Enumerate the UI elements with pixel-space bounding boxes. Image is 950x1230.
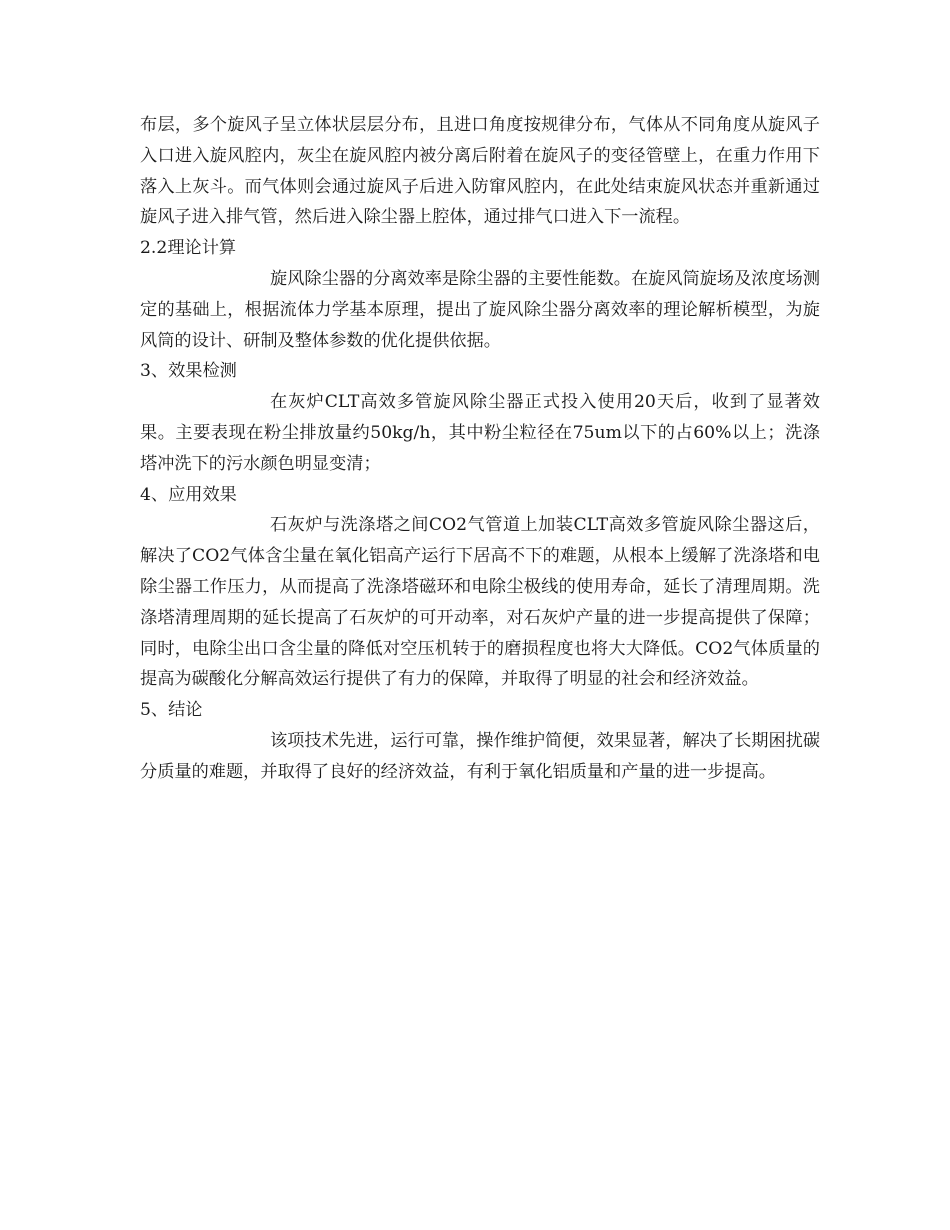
section-heading-4: 4、应用效果 [140,484,237,505]
paragraph-theory: 旋风除尘器的分离效率是除尘器的主要性能数。在旋风筒旋场及浓度场测定的基础上，根据流体力学基本原理，提出了旋风除尘器分离效率的理论解析模型，为旋风筒的设计、研制及整体参数的优化提供依据。 [140,268,821,351]
paragraph-intro-continued: 布层，多个旋风子呈立体状层层分布，且进口角度按规律分布，气体从不同角度从旋风子入口进入旋风腔内，灰尘在旋风腔内被分离后附着在旋风子的变径管壁上，在重力作用下落入上灰斗。而气体则会通过旋风子后进入防窜风腔内，在此处结束旋风状态并重新通过旋风子进入排气管，然后进入除尘器上腔体，通过排气口进入下一流程。 [140,115,820,228]
document-body [140,110,820,788]
section-heading-2-2: 2.2理论计算 [140,238,237,259]
paragraph-application: 石灰炉与洗涤塔之间CO2气管道上加装CLT高效多管旋风除尘器这后，解决了CO2气体含尘量在氧化铝高产运行下居高不下的难题，从根本上缓解了洗涤塔和电除尘器工作压力，从而提高了洗涤塔磁环和电除尘极线的使用寿命，延长了清理周期。洗涤塔清理周期的延长提高了石灰炉的可开动率，对石灰炉产量的进一步提高提供了保障；同时，电除尘出口含尘量的降低对空压机转于的磨损程度也将大大降低。CO2气体质量的提高为碳酸化分解高效运行提供了有力的保障，并取得了明显的社会和经济效益。 [140,515,820,690]
section-heading-5: 5、结论 [140,700,203,721]
section-heading-3: 3、效果检测 [140,361,237,382]
paragraph-effect-test: 在灰炉CLT高效多管旋风除尘器正式投入使用20天后，收到了显著效果。主要表现在粉尘排放量约50kg/h，其中粉尘粒径在75um以下的占60%以上；洗涤塔冲洗下的污水颜色明显变清； [140,392,820,474]
paragraph-conclusion: 该项技术先进，运行可靠，操作维护简便，效果显著，解决了长期困扰碳分质量的难题，并取得了良好的经济效益，有利于氧化铝质量和产量的进一步提高。 [140,730,821,782]
